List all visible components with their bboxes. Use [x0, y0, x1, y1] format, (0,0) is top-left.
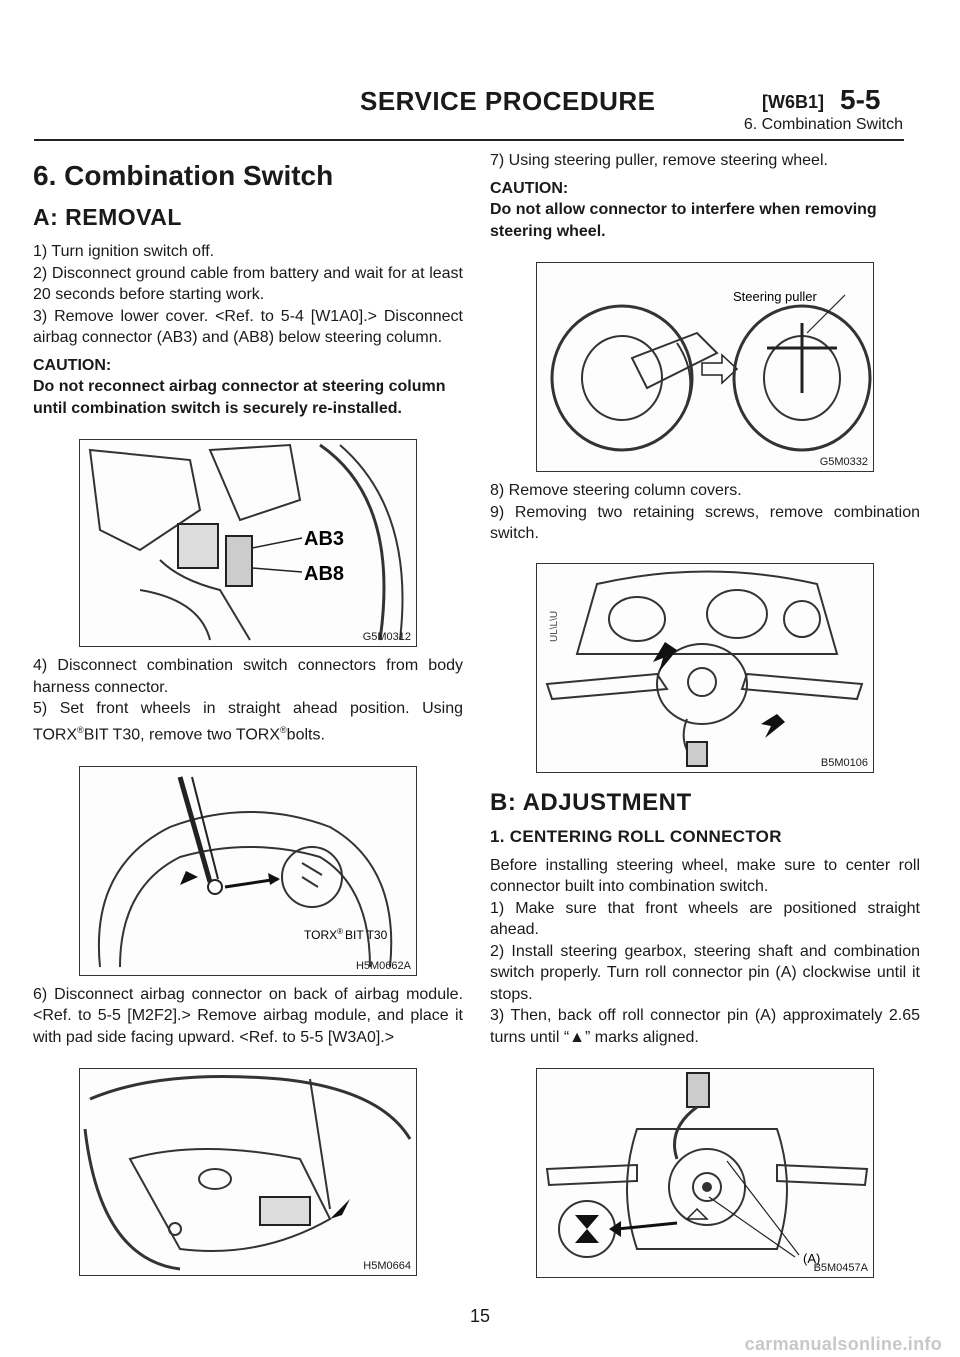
- triangle-mark: ▲: [569, 1028, 585, 1046]
- figure-airbag-module: [79, 1068, 417, 1276]
- figure-code: H5M0664: [363, 1260, 411, 1273]
- figure-airbag-connectors: [79, 439, 417, 647]
- svg-text:UL\L\U: UL\L\U: [549, 610, 560, 642]
- figure-roll-connector-alignment: [536, 1068, 874, 1278]
- removal-step-5: 5) Set front wheels in straight ahead position. Using TORX®BIT T30, remove two TORX®bolts.: [33, 700, 463, 744]
- figure-airbag-connectors-drawing: [80, 440, 416, 646]
- removal-step-2: 2) Disconnect ground cable from battery and wait for at least 20 seconds before starting work.: [33, 264, 463, 304]
- adjustment-heading: B: ADJUSTMENT: [490, 788, 692, 816]
- caution-2-label: CAUTION:: [490, 179, 569, 197]
- label-ab3: AB3: [304, 528, 345, 551]
- figure-code: G5M0332: [819, 456, 868, 468]
- figure-airbag-module-drawing: [80, 1069, 416, 1275]
- label-a: (A): [803, 1251, 821, 1266]
- header-title: SERVICE PROCEDURE: [360, 86, 656, 116]
- removal-step-4: 4) Disconnect combination switch connectors from body harness connector.: [33, 657, 463, 696]
- removal-step-9: 9) Removing two retaining screws, remove combination switch.: [490, 503, 920, 542]
- removal-step-1: 1) Turn ignition switch off.: [33, 243, 215, 261]
- torx-label: TORX® BIT T30: [304, 926, 388, 942]
- figure-roll-connector-alignment-drawing: [537, 1069, 873, 1277]
- adjustment-step-2: 2) Install steering gearbox, steering shaft and combination switch properly. Turn roll connector pin (A) clockwise until it stops.: [490, 942, 920, 1003]
- adjustment-step-3: 3) Then, back off roll connector pin (A) approximately 2.65 turns until “▲” marks aligned.: [490, 1007, 920, 1046]
- figure-code: B5M0106: [820, 756, 868, 769]
- header-code: [W6B1]: [762, 92, 824, 112]
- adjustment-intro: Before installing steering wheel, make sure to center roll connector built into combination switch.: [490, 856, 920, 895]
- caution-1: [33, 355, 463, 420]
- caution-1-label: CAUTION:: [33, 356, 112, 374]
- page-header: [0, 0, 960, 140]
- section-title: 6. Combination Switch: [33, 160, 334, 191]
- figure-torx-bolts-drawing: [80, 767, 416, 975]
- caution-2: [490, 178, 920, 243]
- header-rule: [34, 139, 904, 141]
- caution-1-text: Do not reconnect airbag connector at steering column until combination switch is securely re-installed.: [33, 378, 446, 417]
- removal-step-8: 8) Remove steering column covers.: [490, 482, 742, 499]
- figure-code: H5M0662A: [355, 959, 411, 972]
- figure-code: B5M0457A: [813, 1262, 868, 1274]
- figure-steering-puller: [536, 262, 874, 472]
- caution-2-text: Do not allow connector to interfere when removing steering wheel.: [490, 201, 877, 240]
- figure-steering-puller-drawing: [537, 263, 873, 471]
- page-number: 15: [469, 1306, 491, 1326]
- removal-step-3: 3) Remove lower cover. <Ref. to 5-4 [W1A0].> Disconnect airbag connector (AB3) and (AB8) below steering column.: [33, 307, 463, 347]
- removal-heading: A: REMOVAL: [33, 204, 182, 231]
- figure-code: G5M0312: [362, 631, 411, 644]
- figure-combination-switch-removal-drawing: [537, 564, 873, 772]
- adjustment-subheading: 1. CENTERING ROLL CONNECTOR: [490, 826, 782, 846]
- footer-watermark: carmanualsonline.info: [744, 1334, 942, 1354]
- label-ab8: AB8: [304, 563, 345, 586]
- header-subtitle: 6. Combination Switch: [743, 116, 903, 133]
- removal-step-7: 7) Using steering puller, remove steering wheel.: [490, 152, 828, 169]
- adjustment-step-1: 1) Make sure that front wheels are positioned straight ahead.: [490, 899, 920, 938]
- header-section-number: 5-5: [840, 84, 881, 115]
- figure-torx-bolts: [79, 766, 417, 976]
- figure-combination-switch-removal: [536, 563, 874, 773]
- left-column: [33, 150, 463, 1276]
- steering-puller-label: Steering puller: [733, 289, 817, 304]
- removal-step-6: 6) Disconnect airbag connector on back of airbag module. <Ref. to 5-5 [M2F2].> Remove airbag module, and place it with pad side facing upward. <Ref. to 5-5 [W3A0].>: [33, 985, 463, 1046]
- right-column: [490, 150, 920, 1278]
